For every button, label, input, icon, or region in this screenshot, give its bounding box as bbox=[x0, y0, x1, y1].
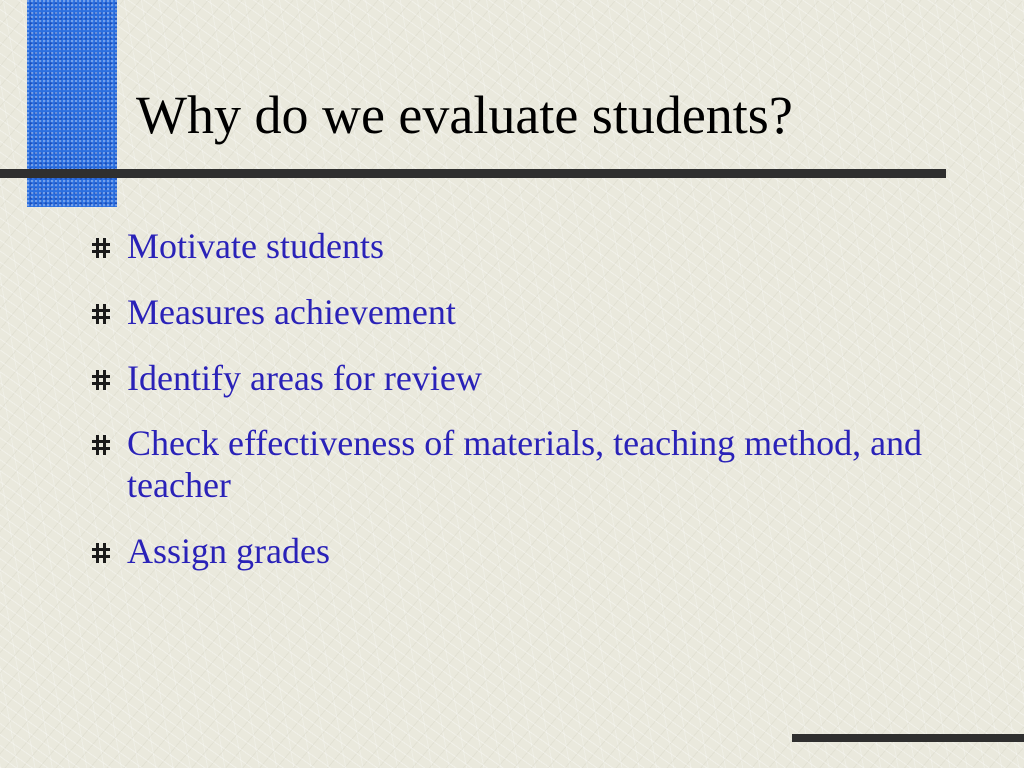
footer-divider-rule bbox=[792, 734, 1024, 742]
bullet-item bbox=[92, 292, 952, 334]
hash-bullet-icon bbox=[92, 370, 110, 390]
bullet-item bbox=[92, 531, 952, 573]
slide-title: Why do we evaluate students? bbox=[136, 85, 793, 145]
bullet-item bbox=[92, 358, 952, 400]
bullet-text: Check effectiveness of materials, teaching method, and teacher bbox=[127, 423, 923, 505]
bullet-text: Identify areas for review bbox=[127, 357, 482, 398]
bullet-text: Assign grades bbox=[127, 530, 330, 571]
hash-bullet-icon bbox=[92, 543, 110, 563]
bullet-item bbox=[92, 423, 952, 507]
bullet-text: Measures achievement bbox=[127, 291, 456, 332]
hash-bullet-icon bbox=[92, 238, 110, 258]
title-divider-rule bbox=[0, 169, 946, 178]
bullet-text: Motivate students bbox=[127, 226, 384, 266]
bullet-list bbox=[92, 226, 952, 597]
hash-bullet-icon bbox=[92, 435, 110, 455]
bullet-item bbox=[92, 226, 952, 268]
hash-bullet-icon bbox=[92, 304, 110, 324]
